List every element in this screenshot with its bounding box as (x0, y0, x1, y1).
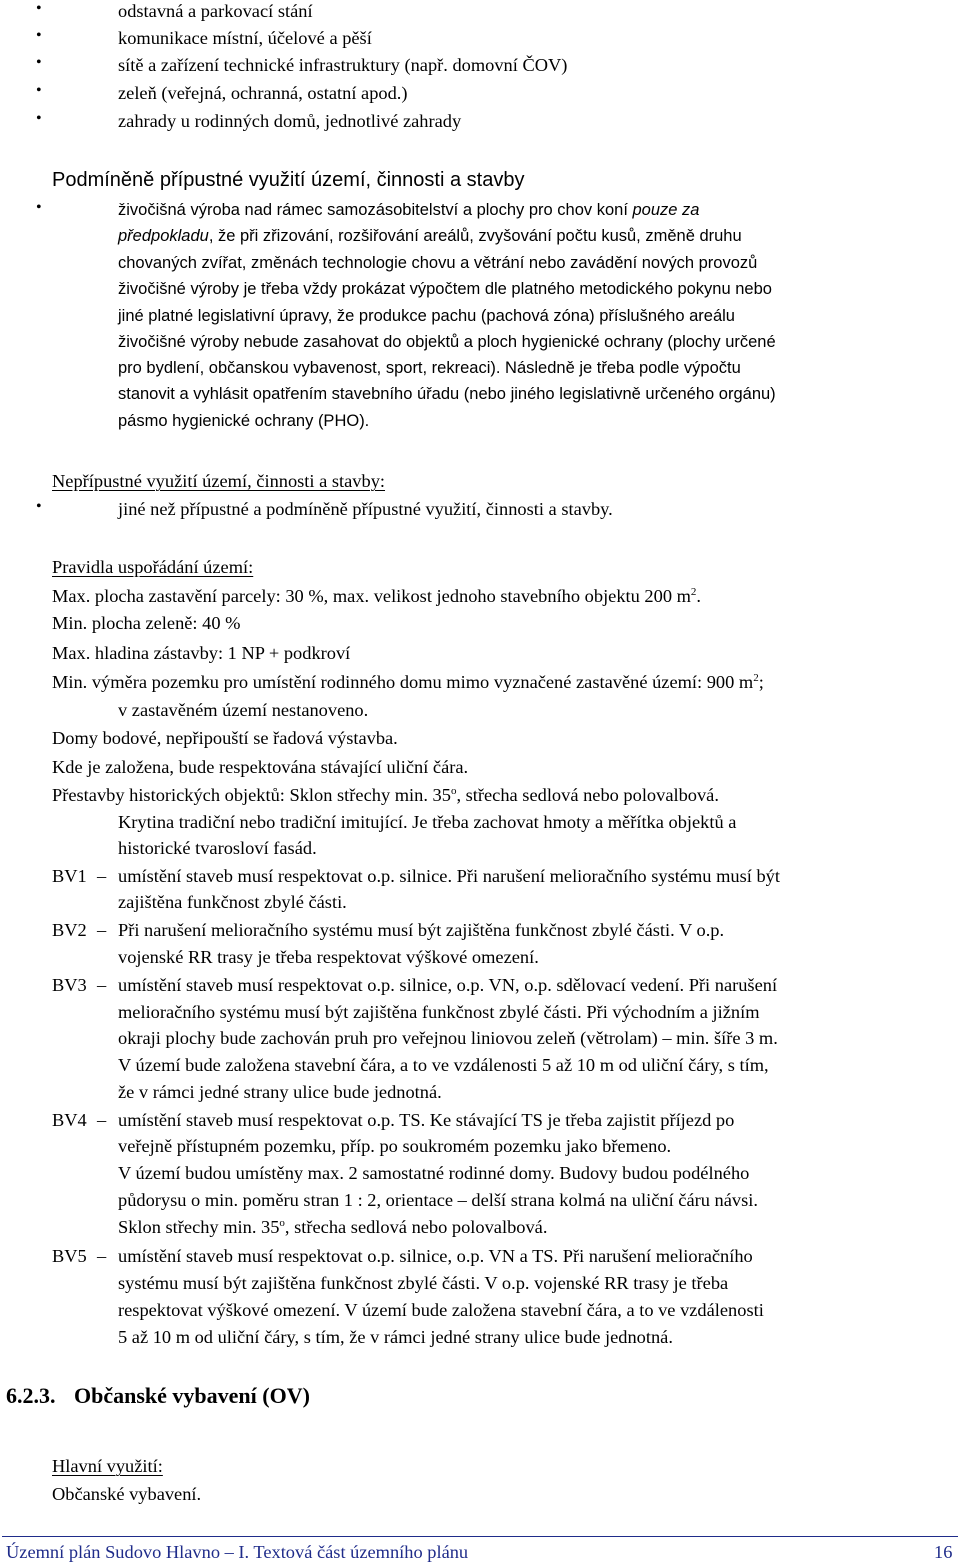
bv-line: respektovat výškové omezení. V území bude založena stavební čára, a to ve vzdálenosti (118, 1300, 764, 1320)
bv-line: že v rámci jedné strany ulice bude jednotná. (118, 1082, 442, 1102)
list-item: zeleň (veřejná, ochranná, ostatní apod.) (118, 83, 408, 103)
rule-line: Domy bodové, nepřipouští se řadová výstavba. (52, 728, 398, 748)
text-run-italic: předpokladu (118, 227, 209, 245)
bullet-icon: • (36, 110, 42, 127)
main-use-value: Občanské vybavení. (52, 1484, 202, 1504)
conditional-line: živočišné výroby nebude zasahovat do objektů a ploch hygienické ochrany (plochy určené (118, 333, 776, 351)
bv-line (118, 1218, 547, 1236)
conditional-line: stanovit a vyhlásit opatřením stavebního úřadu (nebo jiného legislativně určeného orgánu) (118, 385, 776, 403)
rule-line (52, 786, 719, 804)
conditional-line: jiné platné legislativní úpravy, že produkce pachu (pachová zóna) příslušného areálu (118, 307, 735, 325)
bv-line: umístění staveb musí respektovat o.p. silnice, o.p. VN a TS. Při narušení melioračního (118, 1246, 753, 1266)
bv-line: veřejně přístupném pozemku, příp. po soukromém pozemku jako břemeno. (118, 1136, 672, 1156)
bv-label: BV4 (52, 1110, 87, 1130)
rule-line (52, 587, 701, 605)
rule-line (52, 673, 764, 691)
text-run: Min. výměra pozemku pro umístění rodinného domu mimo vyznačené zastavěné území: 900 m (52, 672, 754, 692)
bv-line: okraji plochy bude zachován pruh pro veřejnou liniovou zeleň (větrolam) – min. šíře 3 m. (118, 1028, 778, 1048)
text-run-italic: pouze za (632, 201, 700, 219)
footer-title: Územní plán Sudovo Hlavno – I. Textová část územního plánu (6, 1542, 469, 1562)
footer-divider (2, 1536, 958, 1537)
forbidden-item: jiné než přípustné a podmíněně přípustné využití, činnosti a stavby. (118, 499, 613, 519)
bullet-icon: • (36, 498, 42, 515)
rule-line: v zastavěném území nestanoveno. (118, 700, 369, 720)
bullet-icon: • (36, 82, 42, 99)
text-run: Max. plocha zastavění parcely: 30 %, max. velikost jednoho stavebního objektu 200 m (52, 586, 691, 606)
bv-label: BV3 (52, 975, 87, 995)
forbidden-heading: Nepřípustné využití území, činnosti a stavby: (52, 471, 386, 491)
conditional-line: živočišné výroby je třeba vždy prokázat výpočtem dle platného metodického pokynu nebo (118, 280, 772, 298)
bv-line: půdorysu o min. poměru stran 1 : 2, orientace – delší strana kolmá na uliční čáru návsi. (118, 1190, 758, 1210)
bv-label: BV5 (52, 1246, 87, 1266)
bv-line: V území budou umístěny max. 2 samostatné rodinné domy. Budovy budou podélného (118, 1163, 750, 1183)
list-item: zahrady u rodinných domů, jednotlivé zahrady (118, 111, 462, 131)
dash: – (97, 866, 107, 886)
superscript: 2 (753, 672, 759, 684)
section-title: Občanské vybavení (OV) (74, 1383, 310, 1408)
bv-label: BV1 (52, 866, 87, 886)
section-number: 6.2.3. (6, 1383, 56, 1408)
bullet-icon: • (36, 27, 42, 44)
text-run: ; (758, 672, 764, 692)
text-run: živočišná výroba nad rámec samozásobitelství a plochy pro chov koní (118, 201, 633, 219)
text-run: , střecha sedlová nebo polovalbová. (284, 1217, 548, 1237)
text-run: , střecha sedlová nebo polovalbová. (456, 785, 719, 805)
bv-line: systému musí být zajištěna funkčnost zbylé části. V o.p. vojenské RR trasy je třeba (118, 1273, 729, 1293)
bv-line: umístění staveb musí respektovat o.p. TS. Ke stávající TS je třeba zajistit příjezd po (118, 1110, 735, 1130)
text-run: , že při zřizování, rozšiřování areálů, zvyšování počtu kusů, změně druhu (208, 227, 742, 245)
bv-line: zajištěna funkčnost zbylé části. (118, 892, 347, 912)
dash: – (97, 1110, 107, 1130)
dash: – (97, 920, 107, 940)
rule-line: historické tvarosloví fasád. (118, 838, 317, 858)
bullet-icon: • (36, 199, 42, 216)
bv-line: 5 až 10 m od uliční čáry, s tím, že v rámci jedné strany ulice bude jednotná. (118, 1327, 673, 1347)
bv-line: Při narušení melioračního systému musí být zajištěna funkčnost zbylé části. V o.p. (118, 920, 725, 940)
bv-line: umístění staveb musí respektovat o.p. silnice, o.p. VN, o.p. sdělovací vedení. Při narušení (118, 975, 778, 995)
bullet-icon: • (36, 54, 42, 71)
conditional-line: chovaných zvířat, změnách technologie chovu a větrání nebo zavádění nových provozů (118, 254, 758, 272)
rules-heading: Pravidla uspořádání území: (52, 557, 254, 577)
dash: – (97, 1246, 107, 1266)
bullet-icon: • (36, 0, 42, 17)
rule-line: Kde je založena, bude respektována stávající uliční čára. (52, 757, 469, 777)
superscript: 2 (690, 586, 697, 598)
bv-line: umístění staveb musí respektovat o.p. silnice. Při narušení melioračního systému musí být (118, 866, 780, 886)
conditional-line (118, 202, 699, 219)
superscript: o (450, 785, 457, 797)
page-number: 16 (934, 1542, 953, 1562)
rule-line: Max. hladina zástavby: 1 NP + podkroví (52, 643, 351, 663)
bv-line: melioračního systému musí být zajištěna funkčnost zbylé části. Při východním a jižním (118, 1002, 760, 1022)
rule-line: Krytina tradiční nebo tradiční imitující. Je třeba zachovat hmoty a měřítka objektů a (118, 812, 737, 832)
conditional-line: pásmo hygienické ochrany (PHO). (118, 412, 370, 430)
rule-line: Min. plocha zeleně: 40 % (52, 613, 241, 633)
list-item: sítě a zařízení technické infrastruktury (např. domovní ČOV) (118, 55, 568, 75)
bv-label: BV2 (52, 920, 87, 940)
bv-line: V území bude založena stavební čára, a to ve vzdálenosti 5 až 10 m od uliční čáry, s tím, (118, 1055, 769, 1075)
bv-line: vojenské RR trasy je třeba respektovat výškové omezení. (118, 947, 539, 967)
list-item: odstavná a parkovací stání (118, 1, 313, 21)
conditional-line (118, 228, 742, 245)
conditional-line: pro bydlení, občanskou vybavenost, sport, rekreaci). Následně je třeba podle výpočtu (118, 359, 741, 377)
text-run: . (696, 586, 702, 606)
list-item: komunikace místní, účelové a pěší (118, 28, 372, 48)
superscript: o (279, 1217, 285, 1229)
text-run: Sklon střechy min. 35 (118, 1217, 280, 1237)
dash: – (97, 975, 107, 995)
conditional-heading: Podmíněně přípustné využití území, činnosti a stavby (52, 169, 525, 191)
main-use-heading: Hlavní využití: (52, 1456, 163, 1476)
text-run: Přestavby historických objektů: Sklon střechy min. 35 (52, 785, 451, 805)
